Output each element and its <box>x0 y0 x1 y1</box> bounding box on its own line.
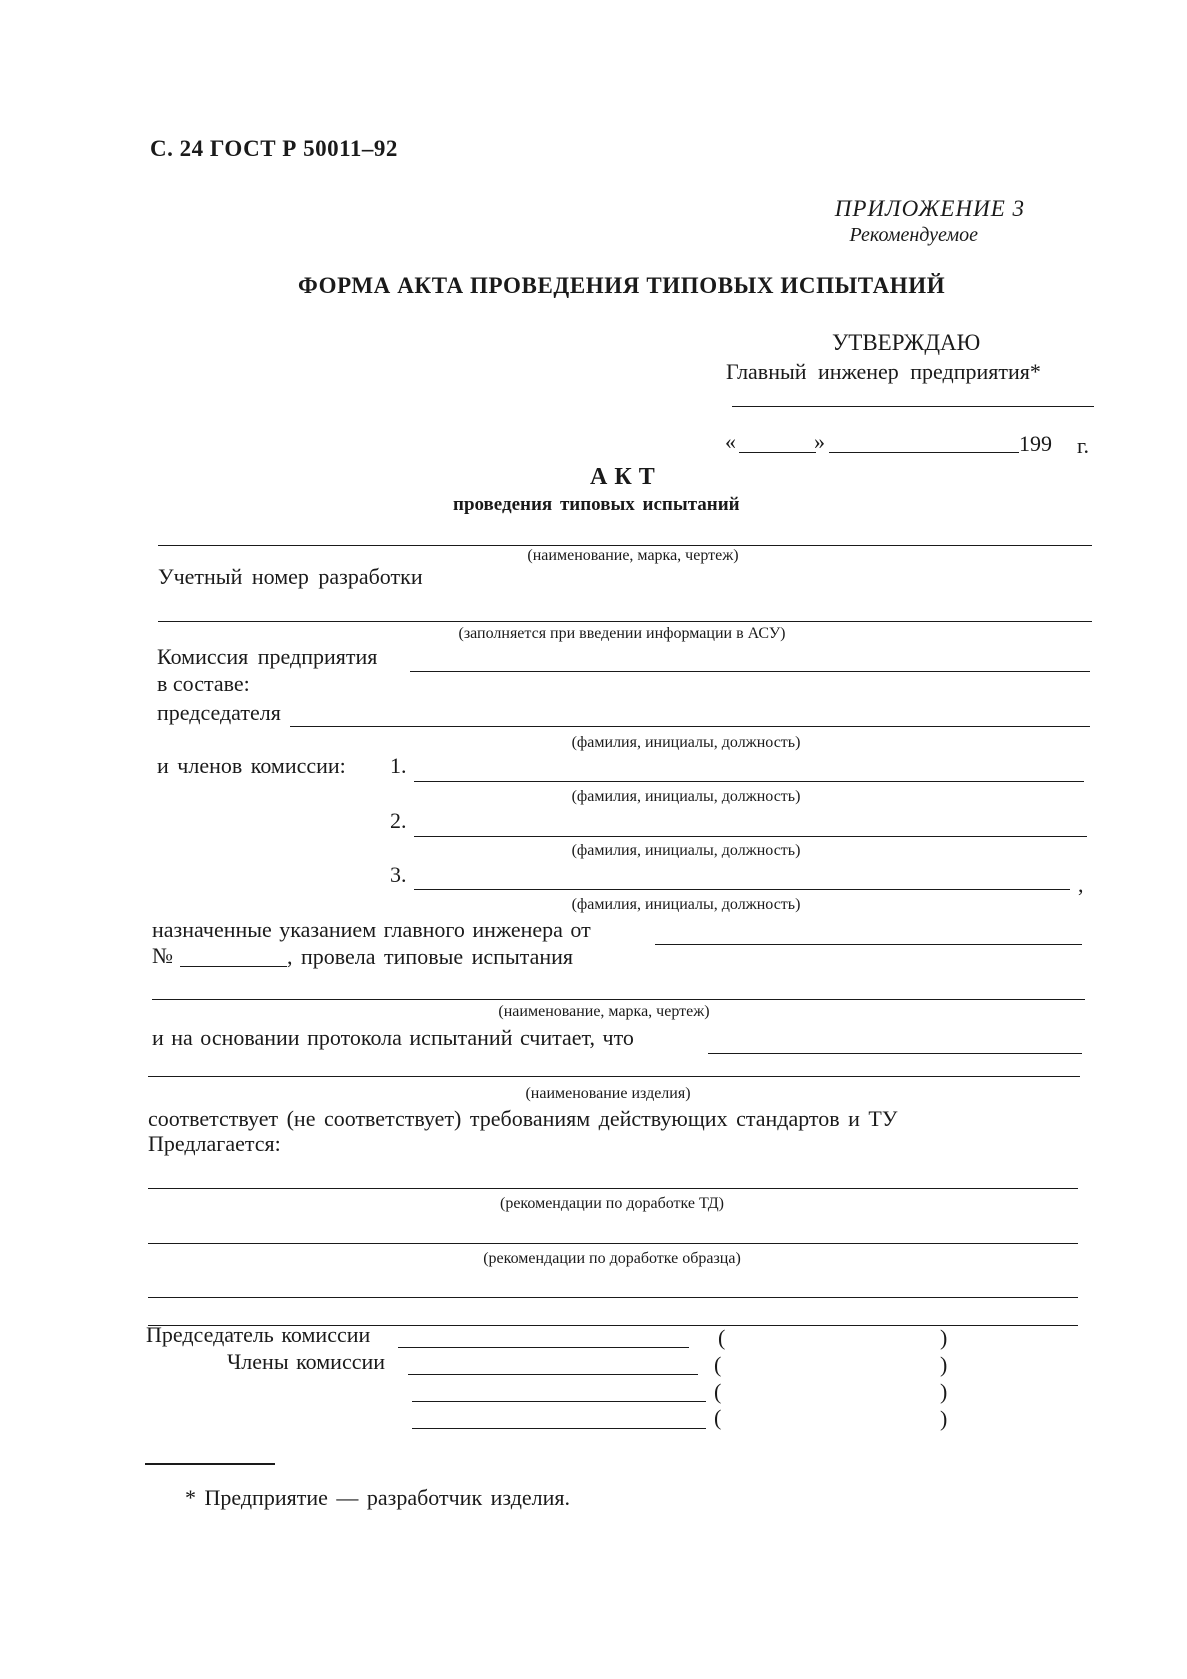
approval-label: УТВЕРЖДАЮ <box>832 330 981 355</box>
tested-product-line[interactable] <box>152 999 1085 1000</box>
appendix-subtitle: Рекомендуемое <box>849 224 978 246</box>
signature-members-label: Члены комиссии <box>227 1349 386 1374</box>
signature-chairman-open-paren: ( <box>718 1325 726 1350</box>
members-label: и членов комиссии: <box>157 753 346 778</box>
member-3-line[interactable] <box>414 889 1070 890</box>
complies-text: соответствует (не соответствует) требованиям действующих стандартов и ТУ <box>148 1106 898 1131</box>
order-number-line[interactable] <box>180 966 287 967</box>
signature-member-1-close-paren: ) <box>940 1352 948 1377</box>
page-header: С. 24 ГОСТ Р 50011–92 <box>150 136 398 161</box>
chairman-label: председателя <box>157 700 281 725</box>
signature-member-3-close-paren: ) <box>940 1406 948 1431</box>
member-number-1: 1. <box>390 753 407 778</box>
member-3-trailing-comma: , <box>1078 872 1084 897</box>
member-1-line[interactable] <box>414 781 1084 782</box>
date-day-line[interactable] <box>739 452 816 453</box>
member-number-2: 2. <box>390 808 407 833</box>
footnote: * Предприятие — разработчик изделия. <box>185 1485 571 1510</box>
date-close-quote: » <box>814 429 825 454</box>
signature-chairman-line[interactable] <box>398 1347 689 1348</box>
sample-recommendations-line[interactable] <box>148 1243 1078 1244</box>
signature-member-1-line[interactable] <box>408 1374 698 1375</box>
signature-member-2-open-paren: ( <box>714 1379 722 1404</box>
product-name-line-2[interactable] <box>148 1076 1080 1077</box>
registration-number-line[interactable] <box>158 621 1092 622</box>
appointed-date-line[interactable] <box>655 944 1082 945</box>
based-on-label: и на основании протокола испытаний считает, что <box>152 1025 634 1050</box>
approval-position: Главный инженер предприятия* <box>726 359 1041 384</box>
signature-member-3-line[interactable] <box>412 1428 706 1429</box>
number-sign-label: № <box>152 943 173 968</box>
chairman-line[interactable] <box>290 726 1090 727</box>
caption-sample-recommendations: (рекомендации по доработке образца) <box>483 1250 741 1267</box>
extra-line-1[interactable] <box>148 1297 1078 1298</box>
date-year: 199 <box>1019 431 1052 456</box>
td-recommendations-line[interactable] <box>148 1188 1078 1189</box>
caption-product-name: (наименование изделия) <box>525 1085 691 1102</box>
caption-name-mark-drawing: (наименование, марка, чертеж) <box>527 547 739 564</box>
signature-member-2-line[interactable] <box>412 1401 706 1402</box>
date-year-suffix: г. <box>1077 433 1090 458</box>
signature-member-3-open-paren: ( <box>714 1405 722 1430</box>
footnote-rule <box>145 1463 275 1465</box>
act-subtitle: проведения типовых испытаний <box>453 494 740 515</box>
signature-member-1-open-paren: ( <box>714 1352 722 1377</box>
registration-number-label: Учетный номер разработки <box>158 564 423 589</box>
conducted-label: , провела типовые испытания <box>287 944 574 969</box>
member-number-3: 3. <box>390 862 407 887</box>
caption-name-mark-drawing-2: (наименование, марка, чертеж) <box>498 1003 710 1020</box>
signature-chairman-label: Председатель комиссии <box>146 1322 371 1347</box>
signature-chairman-close-paren: ) <box>940 1325 948 1350</box>
commission-label: Комиссия предприятия <box>157 644 378 669</box>
approval-signature-line[interactable] <box>732 406 1094 407</box>
based-on-line[interactable] <box>708 1053 1082 1054</box>
caption-asu-info: (заполняется при введении информации в АСУ) <box>458 625 786 642</box>
caption-person-member-1: (фамилия, инициалы, должность) <box>571 788 801 805</box>
caption-person-chairman: (фамилия, инициалы, должность) <box>571 734 801 751</box>
product-name-line[interactable] <box>158 545 1092 546</box>
member-2-line[interactable] <box>414 836 1087 837</box>
signature-member-2-close-paren: ) <box>940 1379 948 1404</box>
caption-person-member-2: (фамилия, инициалы, должность) <box>571 842 801 859</box>
act-title: АКТ <box>590 464 662 490</box>
commission-line[interactable] <box>410 671 1090 672</box>
date-open-quote: « <box>725 429 736 454</box>
composition-label: в составе: <box>157 671 250 696</box>
proposed-label: Предлагается: <box>148 1131 281 1156</box>
caption-person-member-3: (фамилия, инициалы, должность) <box>571 896 801 913</box>
appendix-title: ПРИЛОЖЕНИЕ 3 <box>834 196 1025 221</box>
appointed-label: назначенные указанием главного инженера от <box>152 917 591 942</box>
caption-td-recommendations: (рекомендации по доработке ТД) <box>499 1195 725 1212</box>
date-month-line[interactable] <box>829 452 1019 453</box>
form-title: ФОРМА АКТА ПРОВЕДЕНИЯ ТИПОВЫХ ИСПЫТАНИЙ <box>298 273 946 298</box>
